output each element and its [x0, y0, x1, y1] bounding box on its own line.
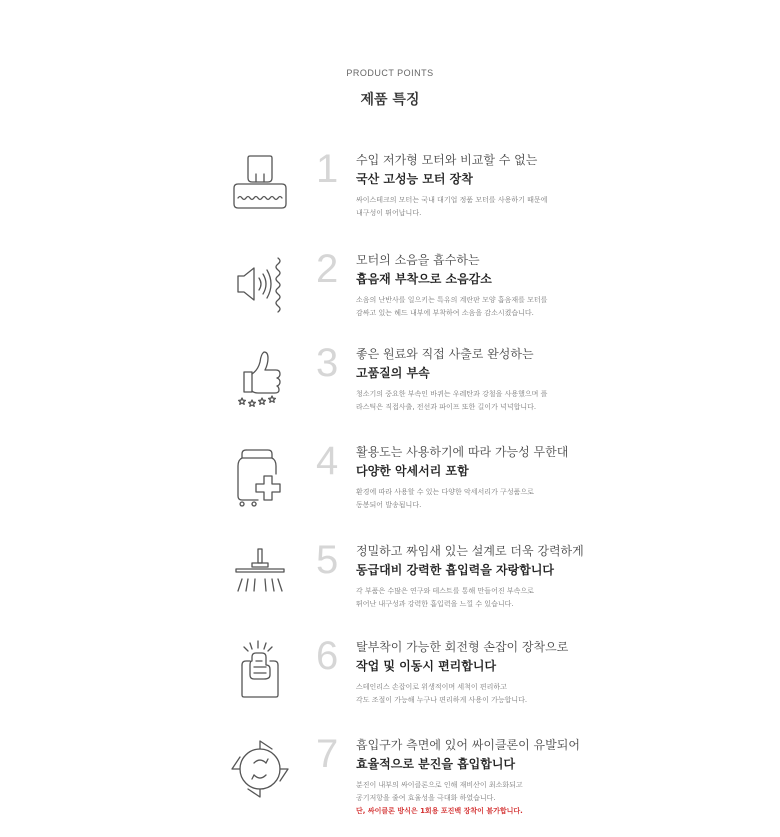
feature-text [356, 152, 756, 220]
feature-number: 6 [316, 634, 339, 678]
feature-item-6 [0, 634, 780, 731]
speaker-sound-icon [228, 252, 292, 316]
feature-text [356, 252, 756, 320]
feature-warning-note: 단, 싸이클론 방식은 1회용 포진백 장착이 불가합니다. [356, 807, 523, 815]
feature-desc-line: 환경에 따라 사용할 수 있는 다양한 악세서리가 구성품으로 [356, 488, 534, 496]
feature-text [356, 444, 756, 512]
feature-headline: 활용도는 사용하기에 따라 가능성 무한대 [356, 445, 569, 459]
feature-headline: 탈부착이 가능한 회전형 손잡이 장착으로 [356, 640, 569, 654]
cyclone-icon [228, 737, 292, 801]
feature-headline: 수입 저가형 모터와 비교할 수 없는 [356, 153, 538, 167]
feature-subheadline: 흡음재 부착으로 소음감소 [356, 272, 492, 286]
feature-subheadline: 고품질의 부속 [356, 366, 430, 380]
floor-nozzle-icon [228, 543, 292, 607]
feature-subheadline: 다양한 악세서리 포함 [356, 464, 469, 478]
feature-subheadline: 동급대비 강력한 흡입력을 자랑합니다 [356, 563, 555, 577]
feature-item-3 [0, 341, 780, 438]
feature-desc-line: 감싸고 있는 헤드 내부에 부착하여 소음을 감소시켰습니다. [356, 309, 534, 317]
feature-subheadline: 국산 고성능 모터 장착 [356, 172, 473, 186]
feature-desc-line: 싸이스테크의 모터는 국내 대기업 정품 모터를 사용하기 때문에 [356, 196, 548, 204]
feature-headline: 좋은 원료와 직접 사출로 완성하는 [356, 347, 534, 361]
feature-number: 5 [316, 538, 339, 582]
feature-desc-line: 동봉되어 발송됩니다. [356, 501, 422, 509]
feature-number: 4 [316, 439, 339, 483]
feature-desc-line: 공기저항을 줄여 효율성을 극대화 하였습니다. [356, 794, 496, 802]
feature-text [356, 346, 756, 414]
feature-item-7 [0, 732, 780, 829]
feature-number: 7 [316, 732, 339, 776]
feature-number: 3 [316, 341, 339, 385]
accessory-plus-icon [228, 444, 292, 508]
feature-desc-line: 라스틱은 직접사출, 전선과 파이프 또한 길이가 넉넉합니다. [356, 403, 537, 411]
feature-headline: 정밀하고 짜임새 있는 설계로 더욱 강력하게 [356, 544, 584, 558]
feature-desc-line: 각 부품은 수많은 연구와 테스트를 통해 만들어진 부속으로 [356, 587, 534, 595]
feature-text [356, 737, 756, 818]
feature-text [356, 543, 756, 611]
thumbs-up-icon [228, 346, 292, 410]
feature-text [356, 639, 756, 707]
feature-desc-line: 소음의 난반사를 일으키는 특유의 계란판 모양 흡음재를 모터를 [356, 296, 548, 304]
motor-icon [228, 152, 292, 216]
feature-desc-line: 내구성이 뛰어납니다. [356, 209, 422, 217]
feature-subheadline: 효율적으로 분진을 흡입합니다 [356, 757, 516, 771]
feature-number: 2 [316, 247, 339, 291]
feature-desc-line: 각도 조절이 가능해 누구나 편리하게 사용이 가능합니다. [356, 696, 528, 704]
feature-desc-line: 분진이 내부의 싸이클론으로 인해 재비산이 최소화되고 [356, 781, 523, 789]
hand-handle-icon [228, 639, 292, 703]
feature-item-2 [0, 247, 780, 344]
feature-desc-line: 청소기의 중요한 부속인 바퀴는 우레탄과 강철을 사용했으며 플 [356, 390, 548, 398]
feature-subheadline: 작업 및 이동시 편리합니다 [356, 659, 497, 673]
feature-desc-line: 스테인리스 손잡이로 위생적이며 세척이 편리하고 [356, 683, 507, 691]
feature-item-1 [0, 147, 780, 244]
feature-item-4 [0, 439, 780, 536]
section-title: 제품 특징 [360, 92, 420, 108]
section-eyebrow: PRODUCT POINTS [346, 68, 434, 78]
feature-item-5 [0, 538, 780, 635]
feature-headline: 흡입구가 측면에 있어 싸이클론이 유발되어 [356, 738, 580, 752]
feature-headline: 모터의 소음을 흡수하는 [356, 253, 480, 267]
feature-number: 1 [316, 147, 339, 191]
feature-desc-line: 뛰어난 내구성과 강력한 흡입력을 느낄 수 있습니다. [356, 600, 514, 608]
